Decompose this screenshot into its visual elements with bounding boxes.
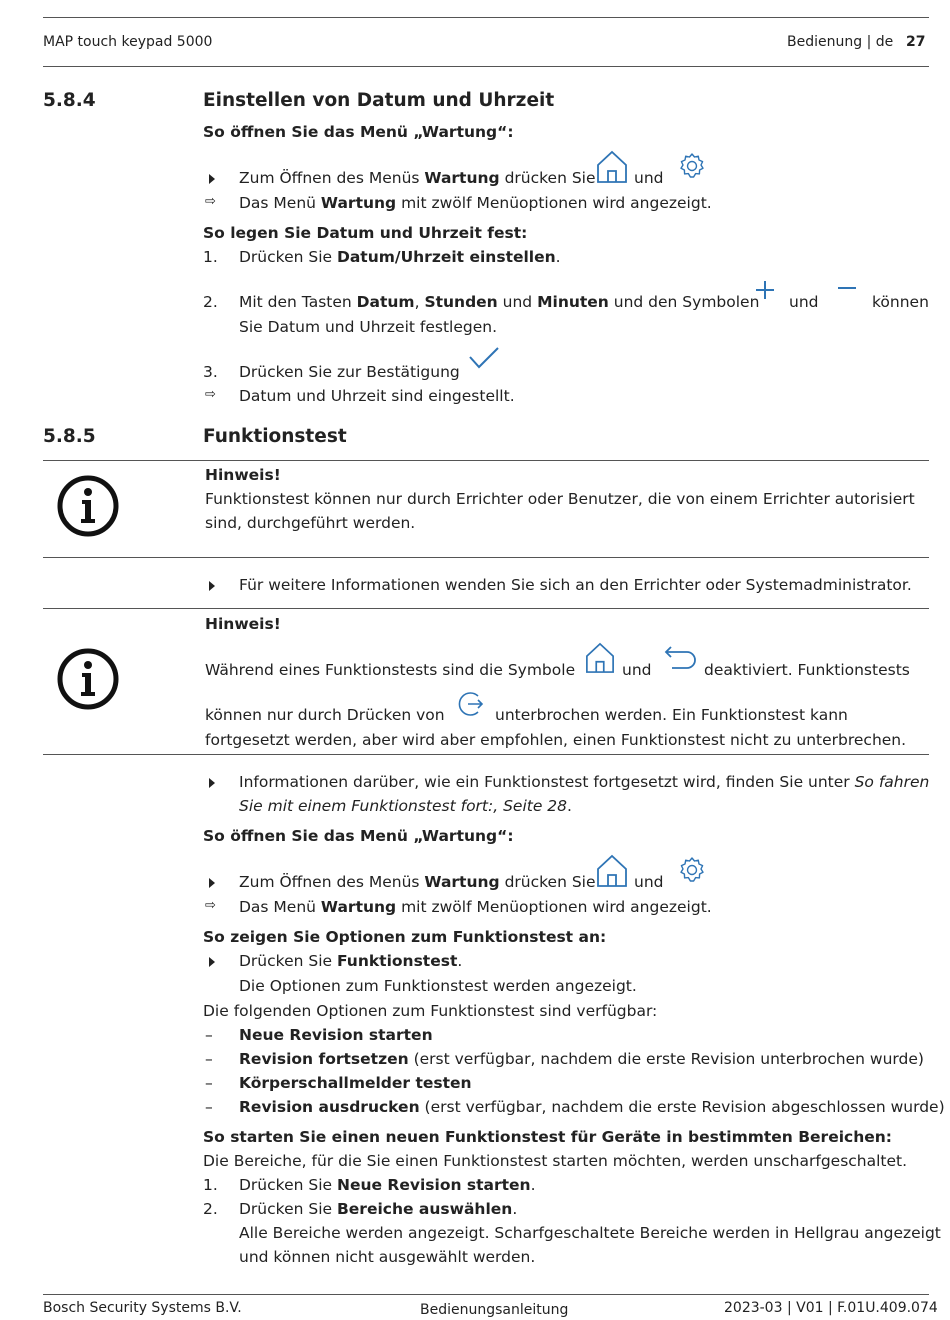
footer-rule xyxy=(43,1294,929,1295)
step-3: Drücken Sie zur Bestätigung xyxy=(239,363,460,381)
home-icon xyxy=(596,150,628,184)
result-arrow-icon: ⇨ xyxy=(205,387,216,402)
home-icon xyxy=(585,641,615,675)
dash-bullet: – xyxy=(205,1098,213,1116)
show-options-step: Drücken Sie Funktionstest. xyxy=(239,952,463,970)
gear-icon xyxy=(678,152,706,180)
header-section: Bedienung | de xyxy=(787,34,894,50)
step-number: 2. xyxy=(203,1200,218,1218)
show-options-heading: So zeigen Sie Optionen zum Funktionstest an: xyxy=(203,928,607,946)
back-arrow-icon xyxy=(662,645,696,671)
step-number: 2. xyxy=(203,293,218,311)
header-page-number: 27 xyxy=(906,34,926,50)
step-1: Drücken Sie Datum/Uhrzeit einstellen. xyxy=(239,248,561,266)
open-menu-heading: So öffnen Sie das Menü „Wartung“: xyxy=(203,123,514,141)
cross-reference-link[interactable]: Sie mit einem Funktionstest fort:, Seite 28 xyxy=(239,797,568,815)
start-test-intro: Die Bereiche, für die Sie einen Funktionstest starten möchten, werden unscharfgeschaltet. xyxy=(203,1152,908,1170)
step-number: 1. xyxy=(203,1176,218,1194)
note-bottom-rule xyxy=(43,754,929,755)
note-top-rule xyxy=(43,460,929,461)
note-title: Hinweis! xyxy=(205,615,281,633)
note-2-text-pre: Während eines Funktionstests sind die Symbole xyxy=(205,661,576,679)
show-options-result: Die Optionen zum Funktionstest werden angezeigt. xyxy=(239,977,637,995)
info-icon xyxy=(57,475,119,537)
header-top-rule xyxy=(43,17,929,18)
info-bullet-line-1: Informationen darüber, wie ein Funktionstest fortgesetzt wird, finden Sie unter So fahren xyxy=(239,773,930,791)
footer-reference: 2023-03 | V01 | F.01U.409.074 xyxy=(724,1300,938,1316)
set-datetime-heading: So legen Sie Datum und Uhrzeit fest: xyxy=(203,224,528,242)
note-1-line-2: sind, durchgeführt werden. xyxy=(205,514,416,532)
option-item: Körperschallmelder testen xyxy=(239,1074,472,1092)
section-title-585: Funktionstest xyxy=(203,426,347,447)
note-2-line-2-post: unterbrochen werden. Ein Funktionstest kann xyxy=(495,706,848,724)
open-menu-heading: So öffnen Sie das Menü „Wartung“: xyxy=(203,827,514,845)
step-3-result: Datum und Uhrzeit sind eingestellt. xyxy=(239,387,515,405)
bullet-triangle xyxy=(209,878,215,888)
header-bottom-rule xyxy=(43,66,929,67)
result-arrow-icon: ⇨ xyxy=(205,194,216,209)
plus-icon xyxy=(754,279,776,301)
und-label: und xyxy=(634,169,664,187)
dash-bullet: – xyxy=(205,1074,213,1092)
info-icon xyxy=(57,648,119,710)
note-1-line-1: Funktionstest können nur durch Errichter oder Benutzer, die von einem Errichter autorisiert xyxy=(205,490,915,508)
option-item: Neue Revision starten xyxy=(239,1026,433,1044)
home-icon xyxy=(596,854,628,888)
note-2-line-3: fortgesetzt werden, aber wird aber empfohlen, einen Funktionstest nicht zu unterbrechen. xyxy=(205,731,907,749)
start-step-1: Drücken Sie Neue Revision starten. xyxy=(239,1176,536,1194)
start-step-2: Drücken Sie Bereiche auswählen. xyxy=(239,1200,518,1218)
step-2-line-2: Sie Datum und Uhrzeit festlegen. xyxy=(239,318,498,336)
note-2-text-post: deaktiviert. Funktionstests xyxy=(704,661,910,679)
start-test-heading: So starten Sie einen neuen Funktionstest für Geräte in bestimmten Bereichen: xyxy=(203,1128,892,1146)
option-item: Revision ausdrucken (erst verfügbar, nachdem die erste Revision abgeschlossen wurde) xyxy=(239,1098,945,1116)
note-2-line-2-pre: können nur durch Drücken von xyxy=(205,706,445,724)
info-bullet-line-2[interactable]: Sie mit einem Funktionstest fort:, Seite 28. xyxy=(239,797,572,815)
header-product: MAP touch keypad 5000 xyxy=(43,34,213,50)
exit-icon xyxy=(456,689,486,719)
note-title: Hinweis! xyxy=(205,466,281,484)
und-label: und xyxy=(622,661,652,679)
step-number: 1. xyxy=(203,248,218,266)
und-label: und xyxy=(634,873,664,891)
check-icon xyxy=(468,345,500,371)
note-top-rule xyxy=(43,608,929,609)
footer-company: Bosch Security Systems B.V. xyxy=(43,1300,242,1316)
result-arrow-icon: ⇨ xyxy=(205,898,216,913)
gear-icon xyxy=(678,856,706,884)
koennen-label: können xyxy=(872,293,929,311)
options-available-text: Die folgenden Optionen zum Funktionstest sind verfügbar: xyxy=(203,1002,658,1020)
open-menu-step: Zum Öffnen des Menüs Wartung drücken Sie xyxy=(239,169,596,187)
start-step-2-line-2: Alle Bereiche werden angezeigt. Scharfgeschaltete Bereiche werden in Hellgrau angezeigt xyxy=(239,1224,941,1242)
bullet-triangle xyxy=(209,778,215,788)
start-step-2-line-3: und können nicht ausgewählt werden. xyxy=(239,1248,536,1266)
bullet-triangle xyxy=(209,581,215,591)
footer-doc-type: Bedienungsanleitung xyxy=(420,1302,569,1318)
note-bottom-rule xyxy=(43,557,929,558)
step-number: 3. xyxy=(203,363,218,381)
open-menu-result: Das Menü Wartung mit zwölf Menüoptionen wird angezeigt. xyxy=(239,194,712,212)
und-label: und xyxy=(789,293,819,311)
section-title-584: Einstellen von Datum und Uhrzeit xyxy=(203,90,555,111)
open-menu-step: Zum Öffnen des Menüs Wartung drücken Sie xyxy=(239,873,596,891)
option-item: Revision fortsetzen (erst verfügbar, nachdem die erste Revision unterbrochen wurde) xyxy=(239,1050,924,1068)
contact-bullet: Für weitere Informationen wenden Sie sich an den Errichter oder Systemadministrator. xyxy=(239,576,912,594)
step-2: Mit den Tasten Datum, Stunden und Minuten und den Symbolen xyxy=(239,293,760,311)
dash-bullet: – xyxy=(205,1050,213,1068)
section-number-584: 5.8.4 xyxy=(43,90,96,111)
minus-icon xyxy=(836,280,858,296)
dash-bullet: – xyxy=(205,1026,213,1044)
section-number-585: 5.8.5 xyxy=(43,426,96,447)
bullet-triangle xyxy=(209,174,215,184)
bullet-triangle xyxy=(209,957,215,967)
open-menu-result: Das Menü Wartung mit zwölf Menüoptionen wird angezeigt. xyxy=(239,898,712,916)
